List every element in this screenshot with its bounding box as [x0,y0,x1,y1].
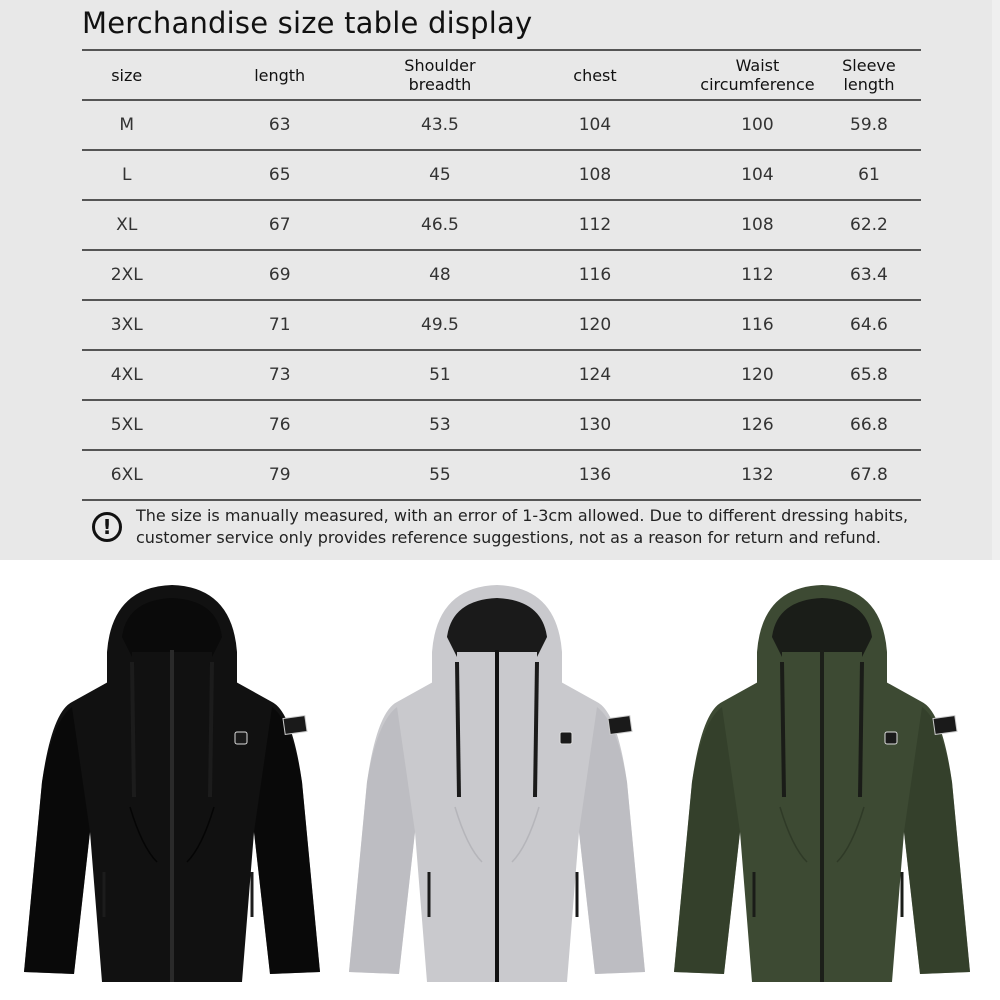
page-title: Merchandise size table display [82,6,533,40]
table-header-row [82,50,921,100]
cell-size: M [82,100,171,150]
disclaimer-line-2: customer service only provides reference suggestions, not as a reason for return and refund. [136,528,882,547]
cell-shoulder-breadth: 45 [388,150,492,200]
disclaimer-line-1: The size is manually measured, with an error of 1-3cm allowed. Due to different dressing habits, [136,506,909,525]
cell-sleeve-length: 64.6 [817,300,921,350]
cell-length: 63 [171,100,387,150]
cell-sleeve-length: 59.8 [817,100,921,150]
cell-sleeve-length: 63.4 [817,250,921,300]
table-row [82,300,921,350]
cell-waist-circumference: 120 [698,350,817,400]
table-row [82,450,921,500]
cell-length: 67 [171,200,387,250]
table-row [82,350,921,400]
cell-size: L [82,150,171,200]
header-length: length [171,50,387,100]
cell-size: 5XL [82,400,171,450]
header-chest: chest [492,50,698,100]
table-row [82,400,921,450]
cell-size: 3XL [82,300,171,350]
table-row [82,100,921,150]
cell-shoulder-breadth: 55 [388,450,492,500]
cell-chest: 112 [492,200,698,250]
cell-chest: 130 [492,400,698,450]
cell-shoulder-breadth: 51 [388,350,492,400]
light-gray-jacket-image [337,582,657,992]
cell-shoulder-breadth: 49.5 [388,300,492,350]
header-sleeve-length: Sleeve length [817,50,921,100]
header-shoulder-breadth: Shoulder breadth [388,50,492,100]
cell-chest: 124 [492,350,698,400]
cell-sleeve-length: 65.8 [817,350,921,400]
cell-waist-circumference: 132 [698,450,817,500]
army-green-jacket-image [662,582,982,992]
header-size: size [82,50,171,100]
cell-chest: 120 [492,300,698,350]
cell-waist-circumference: 126 [698,400,817,450]
table-row [82,200,921,250]
cell-size: 6XL [82,450,171,500]
table-row [82,150,921,200]
cell-length: 71 [171,300,387,350]
cell-size: XL [82,200,171,250]
cell-sleeve-length: 61 [817,150,921,200]
cell-length: 73 [171,350,387,400]
exclamation-circle-icon: ! [92,512,122,542]
cell-waist-circumference: 104 [698,150,817,200]
disclaimer-note [92,505,912,549]
cell-shoulder-breadth: 43.5 [388,100,492,150]
cell-chest: 104 [492,100,698,150]
product-photos [0,560,1000,1000]
black-jacket-image [12,582,332,992]
cell-sleeve-length: 66.8 [817,400,921,450]
cell-sleeve-length: 62.2 [817,200,921,250]
cell-chest: 136 [492,450,698,500]
cell-length: 69 [171,250,387,300]
cell-waist-circumference: 112 [698,250,817,300]
cell-waist-circumference: 116 [698,300,817,350]
cell-waist-circumference: 108 [698,200,817,250]
cell-shoulder-breadth: 48 [388,250,492,300]
cell-size: 4XL [82,350,171,400]
header-waist-circumference: Waist circumference [698,50,817,100]
cell-length: 76 [171,400,387,450]
disclaimer-text [136,505,908,549]
cell-chest: 108 [492,150,698,200]
cell-length: 79 [171,450,387,500]
cell-length: 65 [171,150,387,200]
cell-waist-circumference: 100 [698,100,817,150]
table-row [82,250,921,300]
cell-sleeve-length: 67.8 [817,450,921,500]
cell-shoulder-breadth: 46.5 [388,200,492,250]
cell-size: 2XL [82,250,171,300]
size-table [82,49,921,501]
cell-shoulder-breadth: 53 [388,400,492,450]
cell-chest: 116 [492,250,698,300]
